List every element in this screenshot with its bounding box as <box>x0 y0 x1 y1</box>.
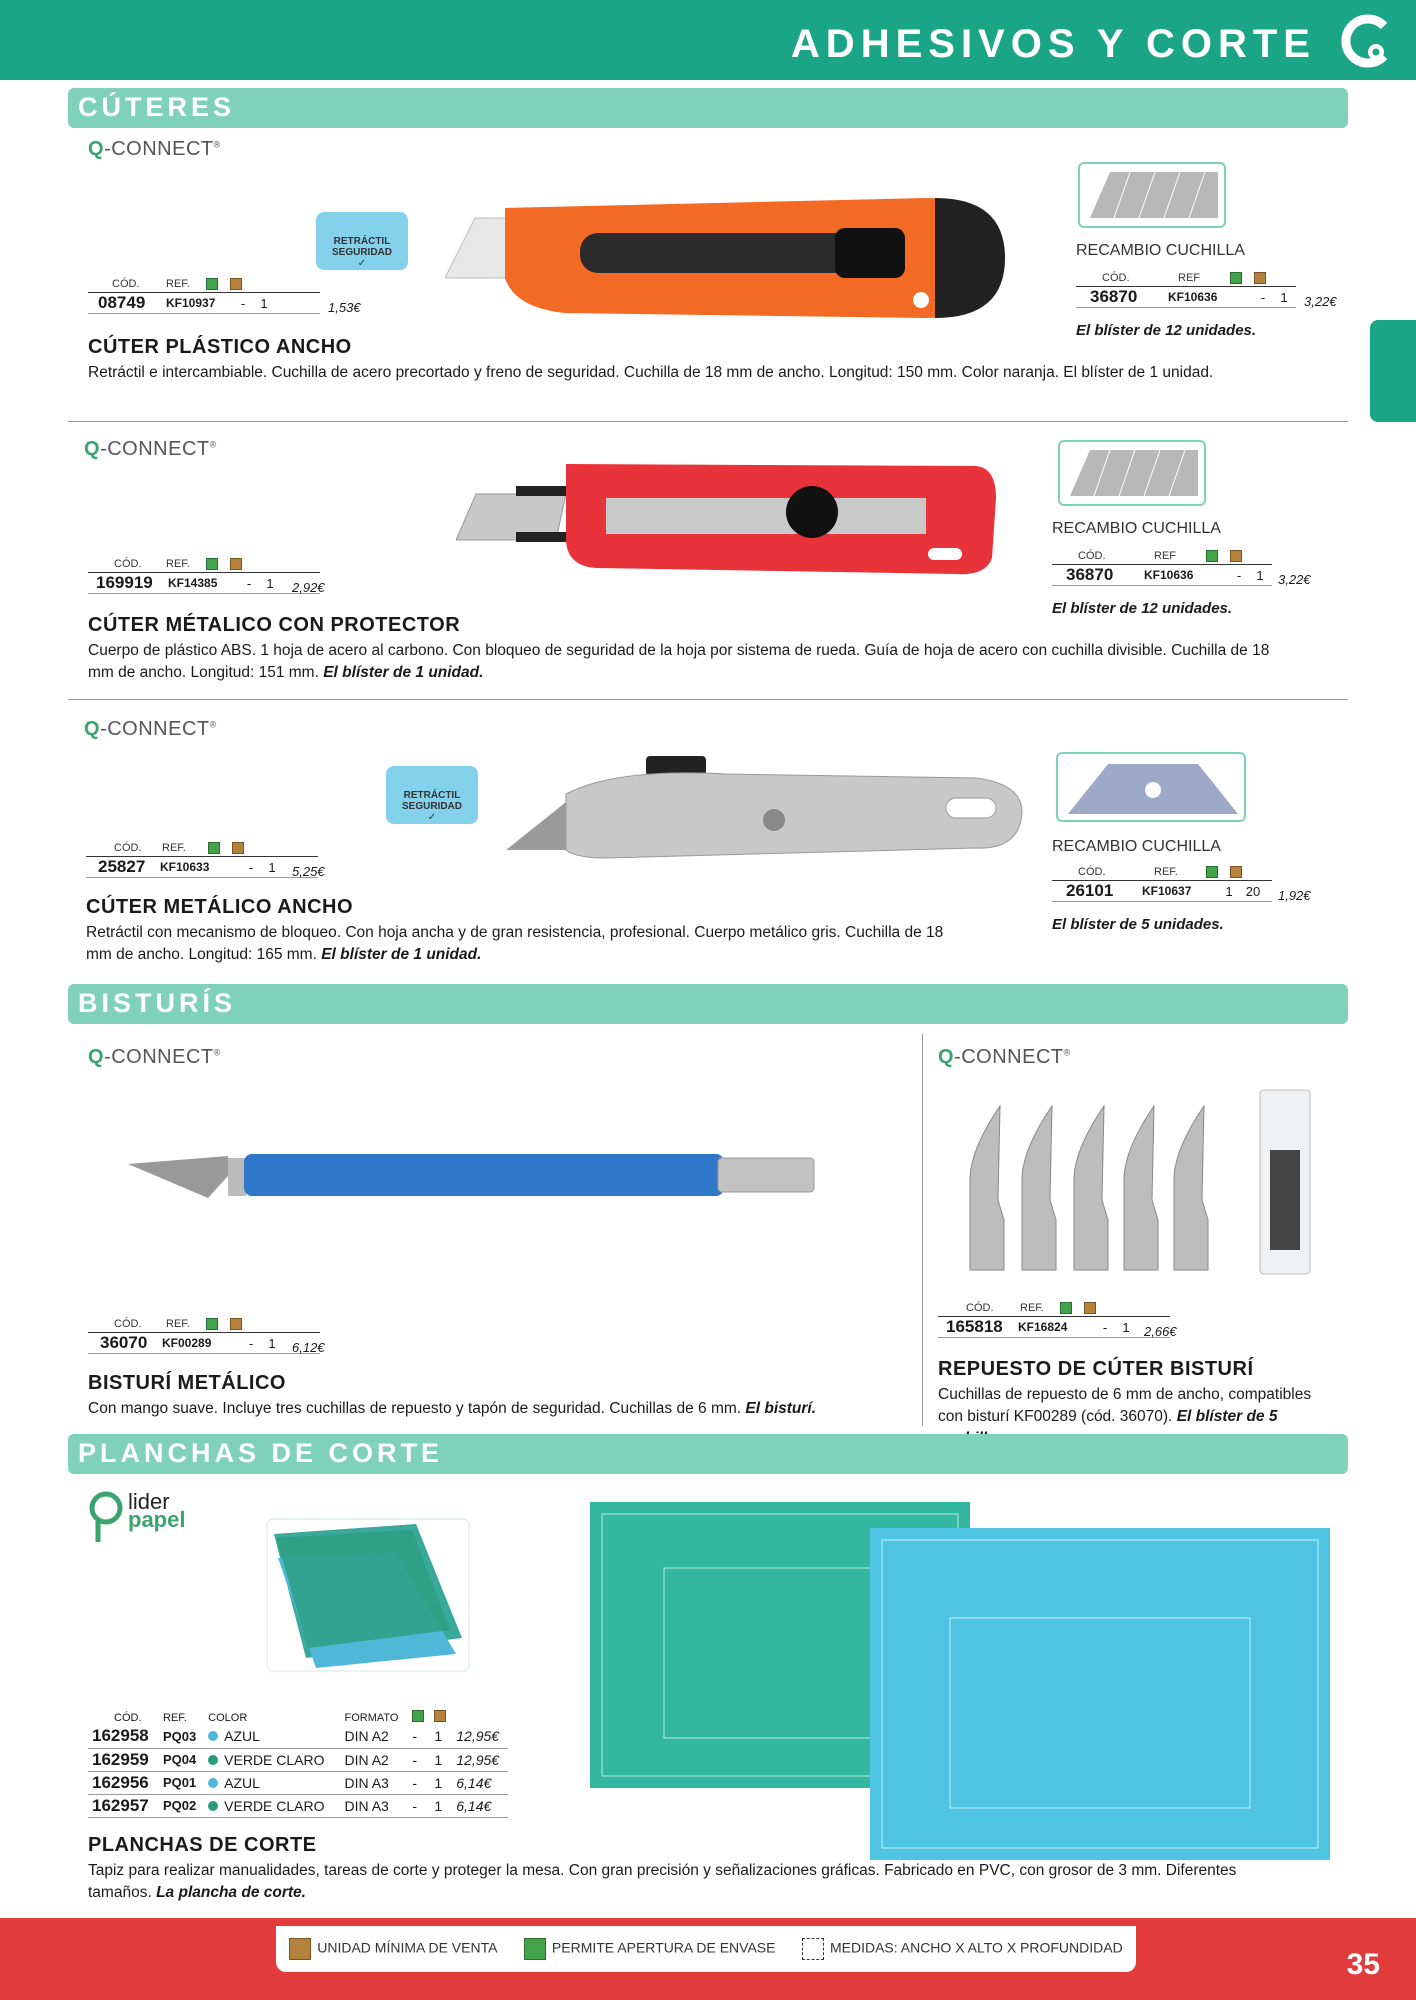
product-meta: CÓD. REF. 169919 KF14385 - 1 <box>88 558 320 594</box>
product-description: Retráctil con mecanismo de bloqueo. Con hoja ancha y de gran resistencia, profesional. Cuerpo metálico gris. Cuchilla de 18 mm de ancho. Longitud: 165 mm. El blíster de 1 unidad. <box>86 924 944 963</box>
brand-logo-qconnect: Q-CONNECT® <box>88 1046 221 1068</box>
product-title: PLANCHAS DE CORTE <box>88 1834 317 1856</box>
product-title: BISTURÍ METÁLICO <box>88 1372 286 1394</box>
product-description: Cuerpo de plástico ABS. 1 hoja de acero al carbono. Con bloqueo de seguridad de la hoja por sistema de rueda. Guía de hoja de acero con cuchilla divisible. Cuchilla de 18 mm de ancho. Longitud: 151 mm. El blíster de 1 unidad. <box>88 642 1270 681</box>
table-row: 162956 PQ01 AZUL DIN A3 - 1 6,14€ <box>88 1771 508 1794</box>
price: 1,92€ <box>1278 888 1311 903</box>
color-dot <box>208 1731 218 1741</box>
legend-open-package: PERMITE APERTURA DE ENVASE <box>524 1938 776 1960</box>
product-image-cutter-orange <box>445 188 1011 328</box>
product-description: Retráctil e intercambiable. Cuchilla de acero precortado y freno de seguridad. Cuchilla de 18 mm de ancho. Longitud: 150 mm. Color naranja. El blíster de 1 unidad. <box>88 364 1214 381</box>
color-dot <box>208 1801 218 1811</box>
brand-logo-qconnect: Q-CONNECT® <box>84 718 217 740</box>
mats-table: CÓD. REF. COLOR FORMATO 162958 PQ03 AZUL DIN A2 - 1 12,95€ 162959 PQ04 VERDE CLARO DIN A2 - 1 12,95€ 162956 PQ01 AZUL DIN A3 - 1 6,14€ 162957 PQ02 VERDE CLARO DIN A3 - 1 6,14€ <box>88 1710 508 1818</box>
retractil-badge: RETRÁCTIL SEGURIDAD ✓ <box>316 212 408 270</box>
product-title: REPUESTO DE CÚTER BISTURÍ <box>938 1358 1254 1380</box>
blade-icon <box>1080 164 1224 226</box>
table-row: 162957 PQ02 VERDE CLARO DIN A3 - 1 6,14€ <box>88 1794 508 1817</box>
replacement-meta: CÓD. REF 36870 KF10636 - 1 <box>1076 272 1296 308</box>
product-image-scalpel <box>128 1150 818 1210</box>
replacement-label: RECAMBIO CUCHILLA <box>1052 838 1221 855</box>
box-icon <box>434 1710 446 1722</box>
product-description: Con mango suave. Incluye tres cuchillas de repuesto y tapón de seguridad. Cuchillas de 6 mm. El bisturí. <box>88 1400 817 1417</box>
footer-bar <box>0 1918 1416 2000</box>
product-image-scalpel-blades <box>960 1060 1320 1280</box>
brand-logo-qconnect: Q-CONNECT® <box>88 138 221 160</box>
section-title: BISTURÍS <box>78 988 237 1018</box>
replacement-note: El blíster de 12 unidades. <box>1076 322 1257 339</box>
brand-logo-icon <box>1340 14 1394 68</box>
price: 3,22€ <box>1304 294 1337 309</box>
product-meta: CÓD. REF. 25827 KF10633 - 1 <box>86 842 318 878</box>
product-image-cutter-red <box>456 458 1002 578</box>
blade-icon <box>1060 442 1204 504</box>
brand-logo-qconnect: Q-CONNECT® <box>84 438 217 460</box>
price: 2,92€ <box>292 580 325 595</box>
blade-icon <box>1058 754 1244 820</box>
color-dot <box>208 1755 218 1765</box>
product-title: CÚTER METÁLICO ANCHO <box>86 896 354 918</box>
price: 2,66€ <box>1144 1324 1177 1339</box>
table-row: 162958 PQ03 AZUL DIN A2 - 1 12,95€ <box>88 1725 508 1748</box>
replacement-label: RECAMBIO CUCHILLA <box>1076 242 1245 259</box>
product-meta: CÓD. REF. 165818 KF16824 - 1 <box>938 1302 1170 1338</box>
product-image-mats-stack <box>266 1518 470 1672</box>
product-meta: CÓD. REF. 36070 KF00289 - 1 <box>88 1318 320 1354</box>
top-header-bar <box>0 0 1416 80</box>
legend-dimensions: MEDIDAS: ANCHO X ALTO X PROFUNDIDAD <box>802 1938 1123 1960</box>
retractil-badge: RETRÁCTIL SEGURIDAD ✓ <box>386 766 478 824</box>
price: 6,12€ <box>292 1340 325 1355</box>
section-band-cuteres <box>68 88 1348 128</box>
page-number: 35 <box>1346 1948 1380 1981</box>
price: 3,22€ <box>1278 572 1311 587</box>
table-row: 162959 PQ04 VERDE CLARO DIN A2 - 1 12,95€ <box>88 1748 508 1771</box>
replacement-blade-image <box>1058 440 1206 506</box>
open-package-icon <box>206 278 218 290</box>
brand-logo-qconnect: Q-CONNECT® <box>938 1046 1071 1068</box>
leaf-icon <box>88 1488 128 1544</box>
replacement-meta: CÓD. REF. 26101 KF10637 1 20 <box>1052 866 1272 902</box>
product-image-cutter-metal <box>506 754 1026 870</box>
box-icon <box>230 278 242 290</box>
product-title: CÚTER MÉTALICO CON PROTECTOR <box>88 614 461 636</box>
section-title: CÚTERES <box>78 92 236 122</box>
section-band-bisturis <box>68 984 1348 1024</box>
section-title: PLANCHAS DE CORTE <box>78 1438 444 1468</box>
replacement-blade-image <box>1078 162 1226 228</box>
replacement-note: El blíster de 5 unidades. <box>1052 916 1224 933</box>
category-title: ADHESIVOS Y CORTE <box>790 22 1316 66</box>
color-dot <box>208 1778 218 1788</box>
footer-legend <box>276 1926 1136 1972</box>
product-image-mats-large <box>590 1498 1330 1860</box>
product-description: Tapiz para realizar manualidades, tareas de corte y proteger la mesa. Con gran precisión y señalizaciones gráficas. Fabricado en PVC, con grosor de 3 mm. Diferentes tamaños. La plancha de corte. <box>88 1862 1237 1901</box>
divider <box>68 699 1348 700</box>
price: 5,25€ <box>292 864 325 879</box>
side-tab <box>1370 320 1416 422</box>
brand-logo-liderpapel: lider papel <box>88 1488 228 1548</box>
legend-min-unit: UNIDAD MÍNIMA DE VENTA <box>289 1938 497 1960</box>
product-meta: CÓD. REF. 08749 KF10937 - 1 <box>88 278 320 314</box>
dimensions-icon <box>802 1938 824 1960</box>
replacement-label: RECAMBIO CUCHILLA <box>1052 520 1221 537</box>
column-divider <box>922 1034 923 1426</box>
divider <box>68 421 1348 422</box>
open-package-icon <box>524 1938 546 1960</box>
product-description: Cuchillas de repuesto de 6 mm de ancho, compatibles con bisturí KF00289 (cód. 36070). El blíster de 5 <box>938 1386 1312 1425</box>
replacement-meta: CÓD. REF 36870 KF10636 - 1 <box>1052 550 1272 586</box>
box-icon <box>289 1938 311 1960</box>
open-package-icon <box>412 1710 424 1722</box>
replacement-note: El blíster de 12 unidades. <box>1052 600 1233 617</box>
price: 1,53€ <box>328 300 361 315</box>
replacement-blade-image <box>1056 752 1246 822</box>
product-title: CÚTER PLÁSTICO ANCHO <box>88 336 352 358</box>
section-band-planchas <box>68 1434 1348 1474</box>
